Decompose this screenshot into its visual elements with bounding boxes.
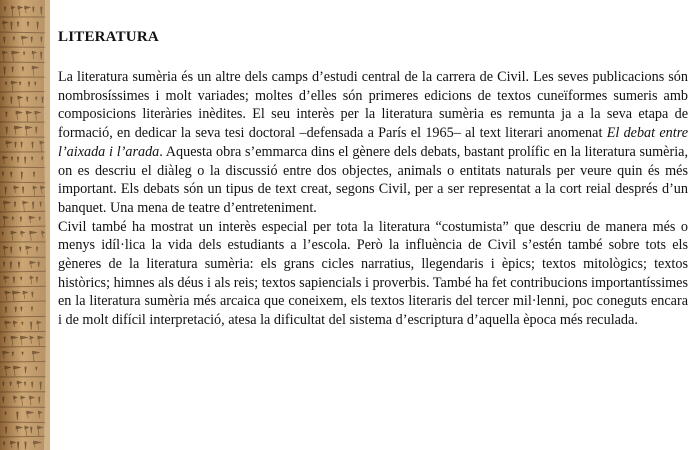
paragraph-1-text-a: La literatura sumèria és un altre dels camps d’estudi central de la carrera de Civil. Les seves publicacions són nombrosíssimes i molt variades; moltes d’elles són primeres edicions de textos cuneïformes sumeris amb composicions literàries inèdites. El seu interès per la literatura sumèria es remunta ja a la seva etapa de formació, en dedicar la seva tesi doctoral –defensada a París el 1965– al text literari anomenat	[58, 69, 688, 142]
cuneiform-tablet-image	[0, 0, 50, 450]
paragraph-1-text-b: . Aquesta obra s’emmarca dins el gènere dels debats, bastant prolífic en la literatura sumèria, on es descriu el diàleg o la discussió entre dos objectes, animals o entitats naturals per veure quin és més important. Els debats són un tipus de text creat, segons Civil, per a ser representat a la cort reial després d’un banquet. Una mena de teatre d’entreteniment.	[58, 143, 688, 216]
article-content	[58, 24, 688, 330]
paragraph-1-work-title: El debat entre l’aixada i l’arada	[58, 125, 689, 160]
section-heading: LITERATURA	[58, 29, 159, 45]
paragraph-2: Civil també ha mostrat un interès especial per tota la literatura “costumista” que descriu de manera més o menys idíl·lica la vida dels estudiants a l’escola. Però la influència de Civil s’estén també sobre tots els gèneres de la literatura sumèria: els grans cicles narratius, llegendaris i èpics; textos mitològics; textos històrics; himnes als déus i als reis; textos sapiencials i proverbis. També ha fet contribucions importantíssimes en la literatura sumèria més arcaica que coneixem, els textos literaris del tercer mil·lenni, poc coneguts encara i de molt difícil interpretació, atesa la dificultat del sistema d’escriptura d’aquella època més reculada.	[58, 218, 688, 329]
paragraph-1	[58, 68, 688, 218]
cuneiform-tablet-illustration	[0, 0, 50, 450]
